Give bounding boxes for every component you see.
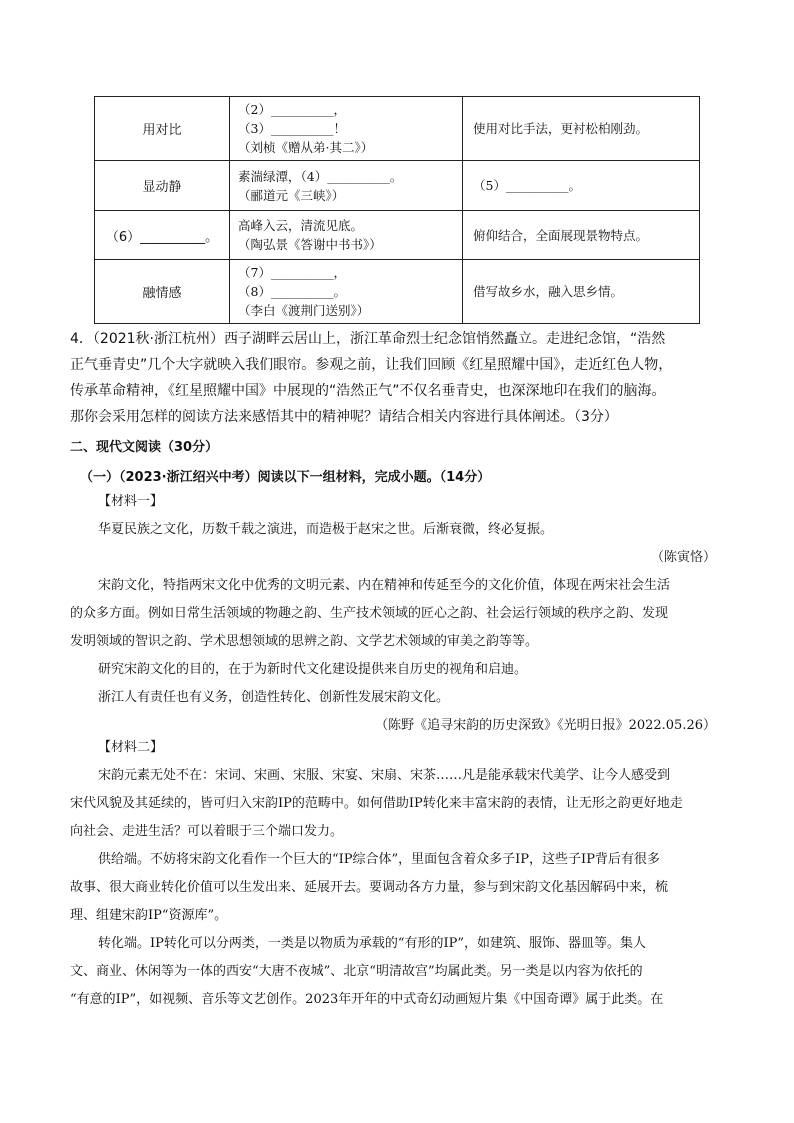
example-line: （7）__________， xyxy=(238,265,346,280)
example-cell xyxy=(230,97,463,161)
paragraph-line: 文、商业、休闲等为一体的西安“大唐不夜城”、北京“明清故宫”均属此类。另一类是以内容为依托的 xyxy=(70,964,643,979)
example-line: 素湍绿潭，（4）__________。 xyxy=(238,168,403,184)
technique-cell: （6）__________。 xyxy=(95,211,230,260)
section-heading: 二、现代文阅读（30分） xyxy=(70,440,219,455)
question-line: 传承革命精神，《红星照耀中国》中展现的“浩然正气”不仅名垂青史，也深深地印在我们的脑海。 xyxy=(70,383,666,399)
material-1 xyxy=(70,488,730,740)
paragraph-line: 宋韵元素无处不在：宋词、宋画、宋服、宋宴、宋扇、宋茶……凡是能承载宋代美学、让今人感受到 xyxy=(98,768,671,783)
paragraph-line: 浙江人有责任也有义务，创造性转化、创新性发展宋韵文化。 xyxy=(98,690,450,705)
material-2 xyxy=(70,734,730,1014)
question-line: 4．（2021秋·浙江杭州）西子湖畔云居山上，浙江革命烈士纪念馆悄然矗立。走进纪念馆，“浩然 xyxy=(70,331,666,347)
question-4 xyxy=(70,326,730,430)
question-line: 那你会采用怎样的阅读方法来感悟其中的精神呢？请结合相关内容进行具体阐述。（3分） xyxy=(70,409,618,425)
effect-cell: 俯仰结合，全面展现景物特点。 xyxy=(463,211,700,260)
paragraph-line: “有意的IP”，如视频、音乐等文艺创作。2023年开年的中式奇幻动画短片集《中国奇谭》属于此类。在 xyxy=(70,992,664,1007)
citation: （陈野《追寻宋韵的历史深致》《光明日报》2022.05.26） xyxy=(375,718,716,733)
question-line: 正气垂青史”几个大字就映入我们眼帘。参观之前，让我们回顾《红星照耀中国》，走近红色人物， xyxy=(70,357,673,373)
quote-text: 华夏民族之文化，历数千载之演进，而造极于赵宋之世。后渐衰微，终必复振。 xyxy=(98,522,554,537)
paragraph-line: 研究宋韵文化的目的，在于为新时代文化建设提供来自历史的视角和启迪。 xyxy=(98,662,528,677)
paragraph-line: 转化端。IP转化可以分两类，一类是以物质为承载的“有形的IP”，如建筑、服饰、器皿等。集人 xyxy=(98,936,647,951)
poetry-technique-table xyxy=(94,96,700,324)
quote-source: （陈寅恪） xyxy=(650,550,716,565)
effect-cell: 使用对比手法，更衬松柏刚劲。 xyxy=(463,97,700,161)
paragraph-line: 发明领域的智识之韵、学术思想领域的思辨之韵、文学艺术领域的审美之韵等等。 xyxy=(70,634,539,649)
paragraph-line: 向社会、走进生活？可以着眼于三个端口发力。 xyxy=(70,824,344,839)
material-label: 【材料一】 xyxy=(98,494,164,509)
example-line: （刘桢《赠从弟·其二》） xyxy=(238,140,374,155)
example-line: （2）__________， xyxy=(238,102,346,117)
paragraph-line: 宋韵文化，特指两宋文化中优秀的文明元素、内在精神和传延至今的文化价值，体现在两宋社会生活 xyxy=(98,578,671,593)
part-heading: （一）（2023·浙江绍兴中考）阅读以下一组材料，完成小题。（14分） xyxy=(80,470,491,485)
example-line: （陶弘景《答谢中书书》） xyxy=(238,237,382,252)
paragraph-line: 宋代风貌及其延续的，皆可归入宋韵IP的范畴中。如何借助IP转化来丰富宋韵的表情，让无形之韵更好地走 xyxy=(70,796,683,811)
example-cell xyxy=(230,161,463,211)
effect-cell: （5）__________。 xyxy=(463,161,700,211)
material-label: 【材料二】 xyxy=(98,740,164,755)
table-row xyxy=(95,161,700,211)
paragraph-line: 理、组建宋韵IP“资源库”。 xyxy=(70,908,228,923)
example-line: （8）__________。 xyxy=(238,284,346,299)
example-cell xyxy=(230,260,463,324)
example-line: （李白《渡荆门送别》） xyxy=(238,303,370,318)
paragraph-line: 的众多方面。例如日常生活领域的物趣之韵、生产技术领域的匠心之韵、社会运行领域的秩序之韵、发现 xyxy=(70,606,669,621)
technique-cell: 融情感 xyxy=(95,260,230,324)
example-line: （郦道元《三峡》） xyxy=(238,187,345,203)
example-line: （3）__________！ xyxy=(238,121,346,136)
table-row xyxy=(95,260,700,324)
paragraph-line: 故事、很大商业转化价值可以生发出来、延展开去。要调动各方力量，参与到宋韵文化基因解码中来，梳 xyxy=(70,880,669,895)
technique-cell: 显动静 xyxy=(95,161,230,211)
example-line: 高峰入云，清流见底。 xyxy=(238,218,364,233)
table-row xyxy=(95,211,700,260)
paragraph-line: 供给端。不妨将宋韵文化看作一个巨大的“IP综合体”，里面包含着众多子IP，这些子IP背后有很多 xyxy=(98,852,660,867)
technique-cell: 用对比 xyxy=(95,97,230,161)
effect-cell: 借写故乡水，融入思乡情。 xyxy=(463,260,700,324)
table-row xyxy=(95,97,700,161)
example-cell xyxy=(230,211,463,260)
